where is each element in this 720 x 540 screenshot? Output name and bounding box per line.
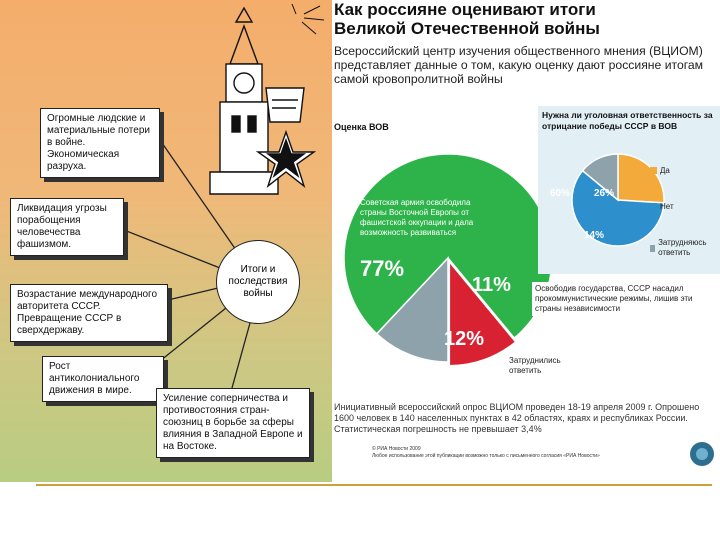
title-line-2: Великой Отечественной войны: [334, 19, 600, 38]
main-pie-label-gray: 12%: [444, 328, 485, 350]
small-pie-label-unsure: 14%: [584, 230, 605, 241]
main-pie-label-green: 77%: [360, 256, 405, 281]
firework-lines-icon: [292, 4, 324, 34]
main-pie-label-red: 11%: [472, 274, 511, 296]
legend-no-label: Нет: [660, 202, 674, 211]
legend-unsure: [650, 238, 718, 258]
legend-unsure-label: Затрудняюсь ответить: [658, 238, 707, 257]
callout-red: Освободив государства, СССР насадил прокоммунистические режимы, лишив эти страны независимости: [532, 282, 716, 316]
main-pie-title: Оценка ВОВ: [334, 122, 389, 132]
bottom-rule: [36, 484, 712, 486]
mind-center: Итоги и последствия войны: [216, 240, 300, 324]
infographic-title: [334, 0, 600, 38]
mind-box-losses: Огромные людские и материальные потери в войне. Экономическая разруха.: [40, 108, 160, 178]
legend-unsure-swatch: [650, 245, 655, 252]
title-line-1: Как россияне оценивают итоги: [334, 0, 596, 19]
credits-line-1: © РИА Новости 2009: [372, 446, 421, 452]
callout-gray: Затруднились ответить: [506, 354, 576, 378]
legend-no: [650, 202, 674, 211]
credits-line-2: Любое использование этой публикации возможно только с письменного согласия «РИА Новости»: [372, 453, 600, 459]
small-pie-title: Нужна ли уголовная ответственность за отрицание победы СССР в ВОВ: [542, 110, 713, 131]
mind-box-fascism: Ликвидация угрозы порабощения человечества фашизмом.: [10, 198, 124, 256]
small-pie-label-yes: 26%: [594, 188, 615, 199]
infographic-panel: [332, 0, 720, 482]
mind-box-rivalry: Усиление соперничества и противостояния стран-союзниц в борьбе за сферы влияния в Западной Европе и на Востоке.: [156, 388, 310, 458]
small-pie-label-no: 60%: [550, 188, 571, 199]
mind-map-panel: [0, 0, 332, 482]
legend-yes: [650, 166, 670, 175]
survey-footnote: Инициативный всероссийский опрос ВЦИОМ проведен 18-19 апреля 2009 г. Опрошено 1600 человек в 140 населенных пунктах в 42 областях, краях и республиках России. Статистическая погрешность не превышает 3,4%: [334, 402, 700, 434]
ria-logo-icon: [688, 440, 716, 468]
legend-yes-label: Да: [660, 166, 670, 175]
legend-yes-swatch: [650, 167, 657, 174]
small-pie-slice-0: [618, 154, 664, 203]
legend-no-swatch: [650, 203, 657, 210]
infographic-subtitle: Всероссийский центр изучения общественного мнения (ВЦИОМ) представляет данные о том, какую оценку дают россияне итогам самой кровопролитной войны: [334, 44, 704, 86]
mind-box-authority: Возрастание международного авторитета СССР. Превращение СССР в сверхдержаву.: [10, 284, 168, 342]
kremlin-star-illustration: [196, 4, 328, 218]
main-pie-note-green: Советская армия освободила страны Восточной Европы от фашистской оккупации и дала возможность развиваться: [360, 198, 474, 237]
mind-box-anticolonial: Рост антиколониального движения в мире.: [42, 356, 164, 402]
credits-block: [372, 446, 672, 460]
